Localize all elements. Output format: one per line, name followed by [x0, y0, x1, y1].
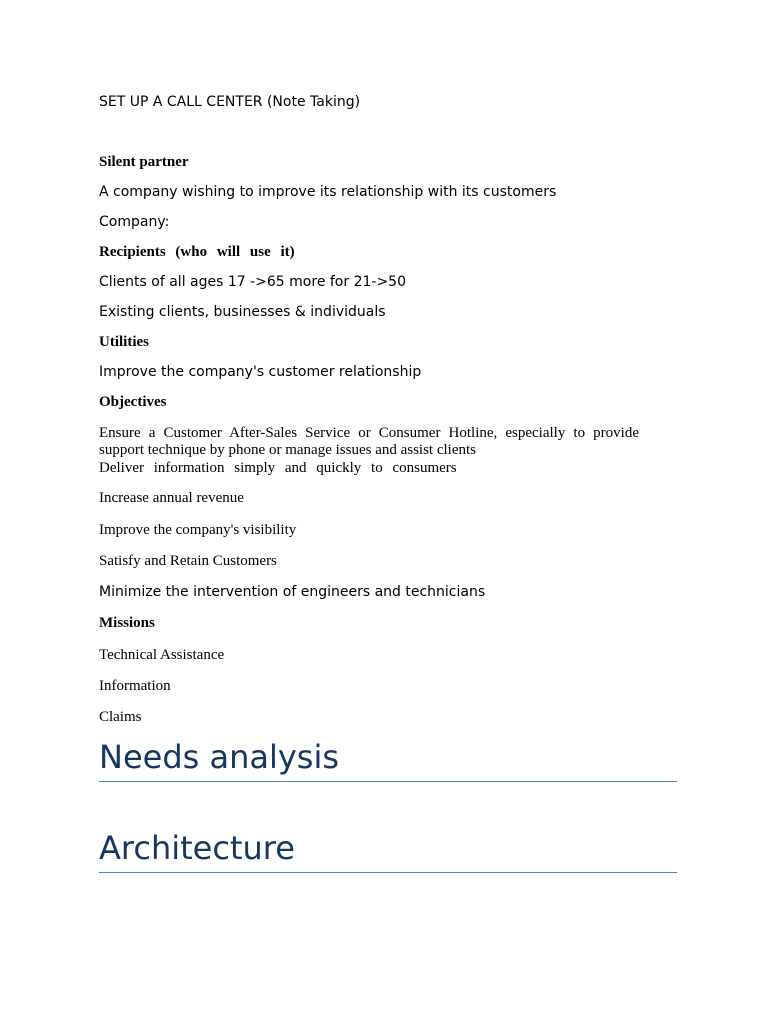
heading-rule — [99, 872, 677, 873]
objective-item: Improve the company's visibility — [99, 522, 297, 538]
utilities-text: Improve the company's customer relationship — [99, 364, 422, 380]
section-heading-needs-analysis: Needs analysis — [99, 738, 340, 776]
mission-item: Information — [99, 678, 171, 694]
silent-partner-heading: Silent partner — [99, 154, 189, 170]
company-description: A company wishing to improve its relationship with its customers — [99, 184, 557, 200]
objectives-heading: Objectives — [99, 394, 167, 410]
mission-item: Technical Assistance — [99, 647, 225, 663]
objective-item: Ensure a Customer After-Sales Service or Consumer Hotline, especially to provide support technique by phone or manage issues and assist clients — [99, 425, 639, 458]
company-label: Company: — [99, 214, 170, 230]
objective-item: Minimize the intervention of engineers and technicians — [99, 584, 486, 600]
objective-item: Deliver information simply and quickly to consumers — [99, 460, 457, 476]
clients-ages: Clients of all ages 17 ->65 more for 21->50 — [99, 274, 406, 290]
missions-heading: Missions — [99, 615, 155, 631]
heading-rule — [99, 781, 677, 782]
existing-clients: Existing clients, businesses & individuals — [99, 304, 386, 320]
recipients-heading: Recipients (who will use it) — [99, 244, 295, 260]
section-heading-architecture: Architecture — [99, 829, 295, 867]
mission-item: Claims — [99, 709, 142, 725]
utilities-heading: Utilities — [99, 334, 149, 350]
objective-item: Increase annual revenue — [99, 490, 244, 506]
document-title: SET UP A CALL CENTER (Note Taking) — [99, 94, 361, 110]
objective-item: Satisfy and Retain Customers — [99, 553, 277, 569]
